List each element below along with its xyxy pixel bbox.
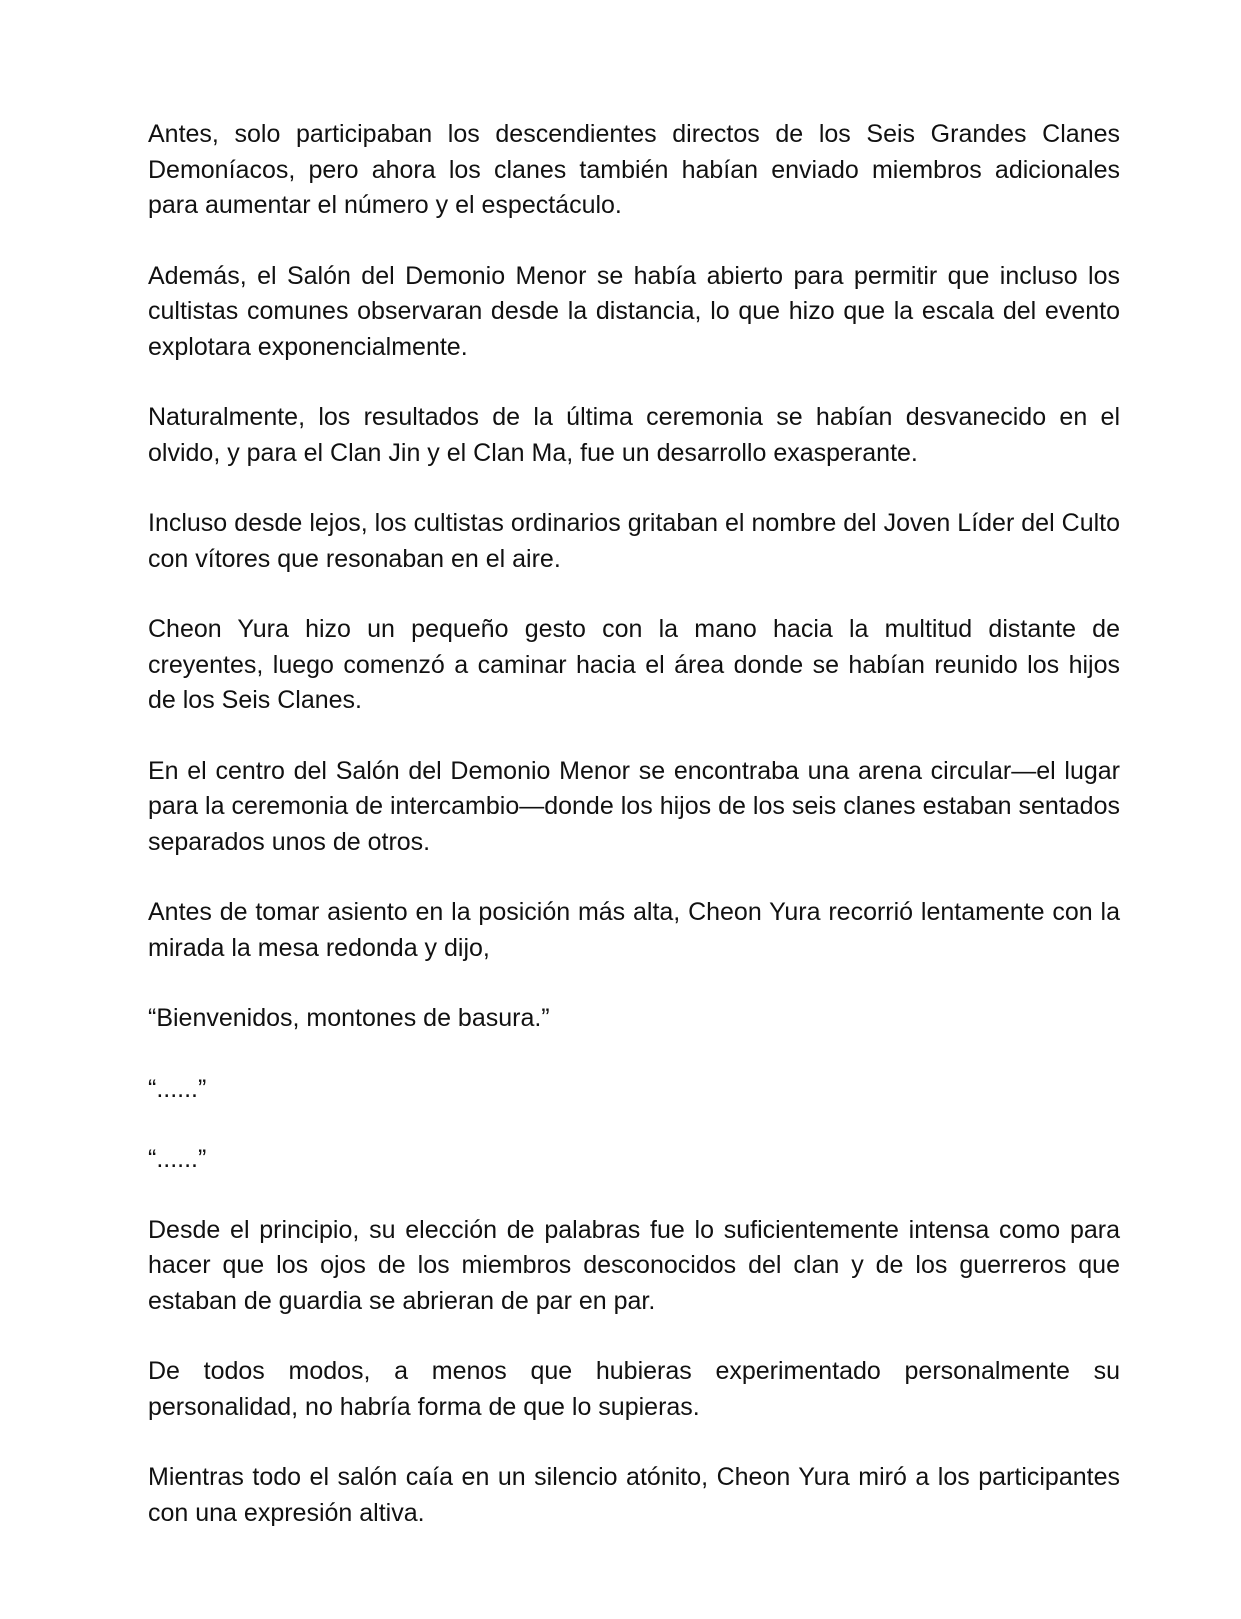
document-body [148,117,1120,1566]
paragraph-8: Desde el principio, su elección de palabras fue lo suficientemente intensa como para hacer que los ojos de los miembros desconocidos del clan y de los guerreros que estaban de guardia se abrieran de par en par. [148,1215,1120,1315]
paragraph-6: En el centro del Salón del Demonio Menor se encontraba una arena circular—el lugar para la ceremonia de intercambio—donde los hijos de los seis clanes estaban sentados separados unos de otros. [148,756,1120,856]
paragraph-3: Naturalmente, los resultados de la última ceremonia se habían desvanecido en el olvido, y para el Clan Jin y el Clan Ma, fue un desarrollo exasperante. [148,403,1120,467]
paragraph-5: Cheon Yura hizo un pequeño gesto con la mano hacia la multitud distante de creyentes, luego comenzó a caminar hacia el área donde se habían reunido los hijos de los Seis Clanes. [148,615,1120,714]
dialogue-line-1: “Bienvenidos, montones de basura.” [148,1004,550,1032]
dialogue-line-3: “......” [148,1145,207,1173]
paragraph-10: Mientras todo el salón caía en un silencio atónito, Cheon Yura miró a los participantes con una expresión altiva. [148,1463,1120,1527]
paragraph-1: Antes, solo participaban los descendientes directos de los Seis Grandes Clanes Demoníacos, pero ahora los clanes también habían enviado miembros adicionales para aumentar el número y el espectáculo. [148,120,1120,219]
paragraph-2: Además, el Salón del Demonio Menor se había abierto para permitir que incluso los cultistas comunes observaran desde la distancia, lo que hizo que la escala del evento explotara exponencialmente. [148,261,1120,361]
paragraph-4: Incluso desde lejos, los cultistas ordinarios gritaban el nombre del Joven Líder del Culto con vítores que resonaban en el aire. [148,509,1120,573]
dialogue-line-2: “......” [148,1074,207,1103]
paragraph-9: De todos modos, a menos que hubieras experimentado personalmente su personalidad, no habría forma de que lo supieras. [148,1357,1120,1421]
paragraph-7: Antes de tomar asiento en la posición más alta, Cheon Yura recorrió lentamente con la mirada la mesa redonda y dijo, [148,898,1120,962]
